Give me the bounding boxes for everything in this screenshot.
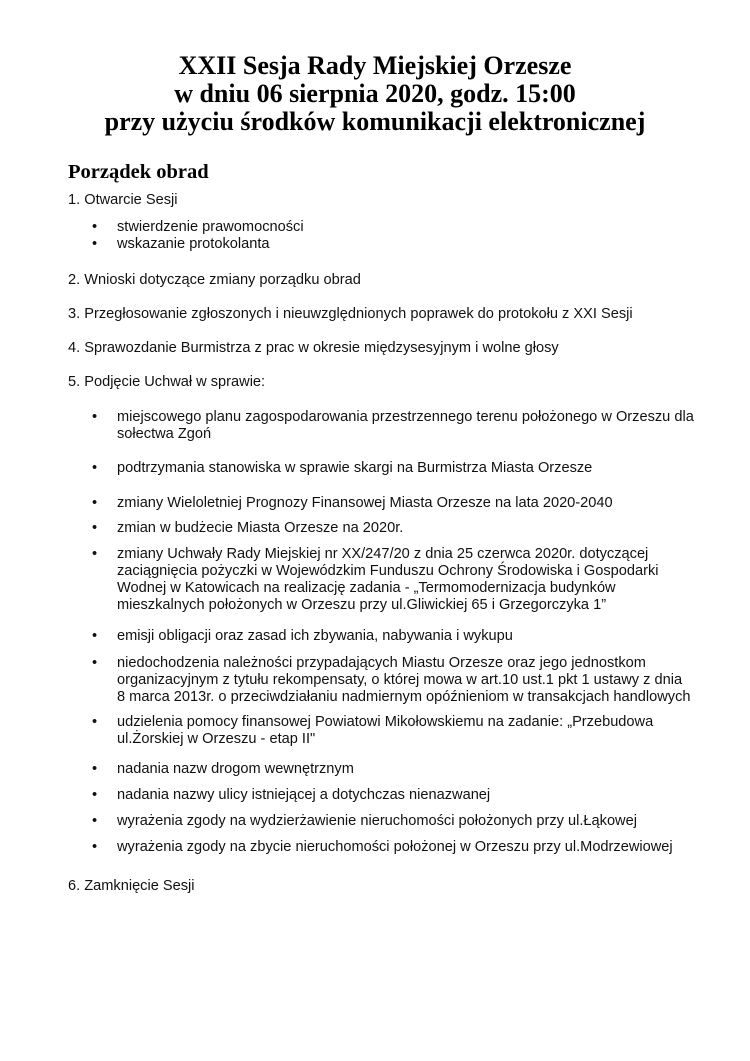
subitem-5-9: nadania nazw drogom wewnętrznym	[117, 761, 354, 777]
bullet-icon: •	[92, 520, 98, 536]
subitem-1-2: wskazanie protokolanta	[117, 236, 270, 252]
subitem-5-7: niedochodzenia należności przypadających Miastu Orzesze oraz jego jednostkom organizacyjnym z tytułu rekompensaty, o której mowa w art.10 ust.1 pkt 1 ustawy z dnia 8 marca 2013r. o przeciwdziałaniu nadmiernym opóźnieniom w transakcjach handlowych	[117, 655, 691, 705]
bullet-icon: •	[92, 628, 98, 644]
subitem-5-6: emisji obligacji oraz zasad ich zbywania, nabywania i wykupu	[117, 628, 513, 644]
agenda-item-3: 3. Przegłosowanie zgłoszonych i nieuwzględnionych poprawek do protokołu z XXI Sesji	[68, 306, 633, 322]
bullet-icon: •	[92, 546, 98, 562]
subitem-5-5: zmiany Uchwały Rady Miejskiej nr XX/247/20 z dnia 25 czerwca 2020r. dotyczącej zaciągnięcia pożyczki w Wojewódzkim Funduszu Ochrony Środowiska i Gospodarki Wodnej w Katowicach na realizację zadania - „Termomodernizacja budynków mieszkalnych położonych w Orzeszu przy ul.Gliwickiej 65 i Grzegorczyka 1”	[117, 546, 659, 613]
subitem-5-8: udzielenia pomocy finansowej Powiatowi Mikołowskiemu na zadanie: „Przebudowa ul.Żorskiej w Orzeszu - etap II"	[117, 714, 654, 747]
bullet-icon: •	[92, 655, 98, 671]
bullet-icon: •	[92, 839, 98, 855]
subitem-5-10: nadania nazwy ulicy istniejącej a dotychczas nienazwanej	[117, 787, 491, 803]
agenda-item-2: 2. Wnioski dotyczące zmiany porządku obrad	[68, 272, 361, 288]
agenda-item-1: 1. Otwarcie Sesji	[68, 192, 178, 208]
subitem-5-4: zmian w budżecie Miasta Orzesze na 2020r.	[117, 520, 404, 536]
bullet-icon: •	[92, 236, 98, 252]
subitem-1-1: stwierdzenie prawomocności	[117, 219, 304, 235]
bullet-icon: •	[92, 409, 98, 425]
title-line-2: w dniu 06 sierpnia 2020, godz. 15:00	[174, 79, 576, 108]
title-line-3: przy użyciu środków komunikacji elektronicznej	[104, 107, 646, 136]
title-line-1: XXII Sesja Rady Miejskiej Orzesze	[178, 51, 572, 80]
agenda-item-5: 5. Podjęcie Uchwał w sprawie:	[68, 374, 266, 390]
bullet-icon: •	[92, 460, 98, 476]
subitem-5-11: wyrażenia zgody na wydzierżawienie nieruchomości położonych przy ul.Łąkowej	[117, 813, 637, 829]
bullet-icon: •	[92, 219, 98, 235]
bullet-icon: •	[92, 787, 98, 803]
bullet-icon: •	[92, 714, 98, 730]
subitem-5-12: wyrażenia zgody na zbycie nieruchomości położonej w Orzeszu przy ul.Modrzewiowej	[117, 839, 673, 855]
agenda-item-6: 6. Zamknięcie Sesji	[68, 878, 195, 894]
subitem-5-2: podtrzymania stanowiska w sprawie skargi na Burmistrza Miasta Orzesze	[117, 460, 593, 476]
agenda-heading: Porządek obrad	[68, 161, 209, 183]
agenda-item-4: 4. Sprawozdanie Burmistrza z prac w okresie międzysesyjnym i wolne głosy	[68, 340, 559, 356]
subitem-5-3: zmiany Wieloletniej Prognozy Finansowej Miasta Orzesze na lata 2020-2040	[117, 495, 613, 511]
bullet-icon: •	[92, 761, 98, 777]
bullet-icon: •	[92, 813, 98, 829]
subitem-5-1: miejscowego planu zagospodarowania przestrzennego terenu położonego w Orzeszu dla sołectwa Zgoń	[117, 409, 694, 442]
bullet-icon: •	[92, 495, 98, 511]
